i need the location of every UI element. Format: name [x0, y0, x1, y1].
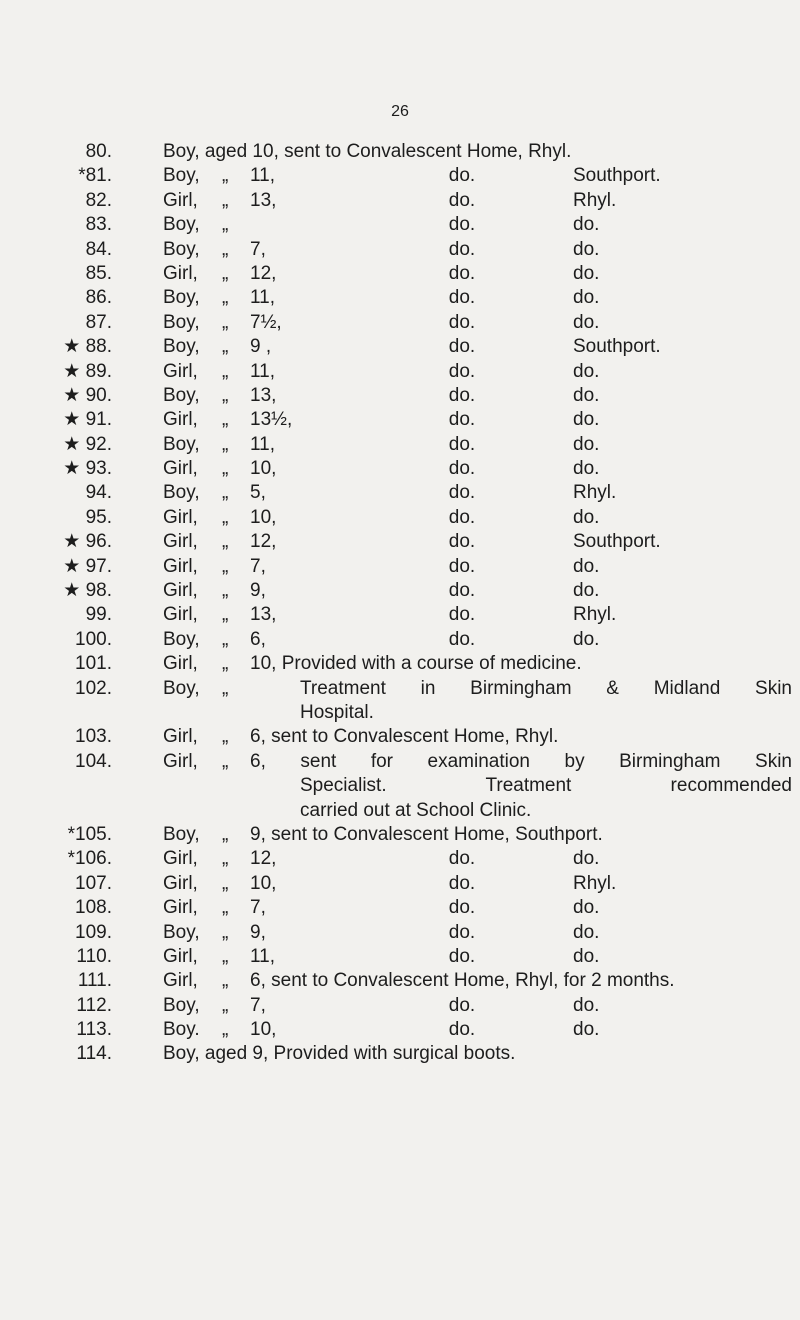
- record-sex: Boy,: [163, 384, 200, 406]
- record-sex: Boy,: [163, 921, 200, 943]
- record-age: 7½,: [250, 311, 282, 333]
- record-row: [0, 506, 800, 530]
- destination-place: do.: [573, 238, 600, 260]
- ditto-mark: „: [222, 433, 229, 455]
- record-sex: Girl,: [163, 750, 198, 772]
- destination-place: do.: [573, 897, 600, 919]
- record-row: [0, 457, 800, 481]
- record-row: [0, 481, 800, 505]
- record-row: [0, 164, 800, 188]
- ditto-mark: „: [222, 1019, 229, 1041]
- record-sex: Girl,: [163, 945, 198, 967]
- record-row: [0, 433, 800, 457]
- ditto-mark: „: [222, 945, 229, 967]
- ditto-mark: „: [222, 458, 229, 480]
- destination-place: do.: [573, 409, 600, 431]
- record-number: 114.: [76, 1043, 112, 1065]
- ditto-mark: „: [222, 287, 229, 309]
- record-list: [0, 140, 800, 1067]
- destination-ditto: do.: [448, 214, 476, 236]
- record-row: [0, 872, 800, 896]
- ditto-mark: „: [222, 409, 229, 431]
- record-sex: Boy,: [163, 994, 200, 1016]
- record-number: 110.: [76, 945, 112, 967]
- record-age: 13½,: [250, 409, 293, 431]
- destination-ditto: do.: [448, 482, 476, 504]
- record-number: ★ 96.: [63, 531, 112, 553]
- record-age: 6,: [250, 628, 266, 650]
- record-number: 103.: [75, 726, 112, 748]
- destination-ditto: do.: [448, 580, 476, 602]
- record-age: 11,: [250, 945, 276, 967]
- record-age: 12,: [250, 531, 277, 553]
- record-number: ★ 90.: [63, 384, 112, 406]
- destination-place: do.: [573, 580, 600, 602]
- record-number: *81.: [78, 165, 112, 187]
- record-row: [0, 555, 800, 579]
- record-number: 102.: [75, 677, 112, 699]
- record-row: [0, 603, 800, 627]
- record-sex: Girl,: [163, 409, 198, 431]
- record-sex: Boy,: [163, 336, 200, 358]
- record-row: [0, 238, 800, 262]
- destination-place: do.: [573, 214, 600, 236]
- record-row: [0, 408, 800, 432]
- description-line: Specialist. Treatment recommended: [300, 775, 792, 797]
- record-row: [0, 994, 800, 1018]
- record-number: 113.: [76, 1019, 112, 1041]
- record-description: 9, sent to Convalescent Home, Southport.: [250, 823, 603, 845]
- record-sex: Girl,: [163, 726, 198, 748]
- ditto-mark: „: [222, 628, 229, 650]
- record-number: ★ 93.: [63, 458, 112, 480]
- record-age: 13,: [250, 384, 277, 406]
- destination-ditto: do.: [448, 287, 476, 309]
- record-sex: Girl,: [163, 555, 198, 577]
- record-age: 12,: [250, 848, 277, 870]
- destination-place: do.: [573, 506, 600, 528]
- destination-ditto: do.: [448, 262, 476, 284]
- record-text: Boy, aged 9, Provided with surgical boots.: [163, 1043, 516, 1065]
- ditto-mark: „: [222, 336, 229, 358]
- record-number: 104.: [75, 750, 112, 772]
- destination-ditto: do.: [448, 628, 476, 650]
- ditto-mark: „: [222, 823, 229, 845]
- record-description: [300, 677, 792, 726]
- record-age: 11,: [250, 287, 276, 309]
- record-row: [0, 896, 800, 920]
- record-age: 7,: [250, 994, 266, 1016]
- ditto-mark: „: [222, 165, 229, 187]
- record-row: [0, 945, 800, 969]
- description-line: carried out at School Clinic.: [300, 799, 532, 821]
- destination-ditto: do.: [448, 994, 476, 1016]
- record-age: 9,: [250, 580, 266, 602]
- destination-place: Rhyl.: [573, 604, 617, 626]
- record-row: [0, 725, 800, 749]
- record-sex: Girl,: [163, 897, 198, 919]
- record-row: [0, 628, 800, 652]
- record-row: [0, 750, 800, 823]
- ditto-mark: „: [222, 506, 229, 528]
- record-row: [0, 335, 800, 359]
- record-age: 9 ,: [250, 336, 272, 358]
- destination-ditto: do.: [448, 872, 476, 894]
- record-sex: Boy.: [163, 1019, 200, 1041]
- record-sex: Boy,: [163, 628, 200, 650]
- record-sex: Boy,: [163, 311, 200, 333]
- record-number: 86.: [85, 287, 112, 309]
- record-age: 9,: [250, 921, 266, 943]
- record-row: [0, 823, 800, 847]
- destination-place: Southport.: [573, 531, 661, 553]
- destination-place: do.: [573, 433, 600, 455]
- record-sex: Boy,: [163, 238, 200, 260]
- record-age: 7,: [250, 238, 266, 260]
- destination-ditto: do.: [448, 189, 476, 211]
- record-row: [0, 311, 800, 335]
- ditto-mark: „: [222, 750, 229, 772]
- record-number: ★ 89.: [63, 360, 112, 382]
- ditto-mark: „: [222, 921, 229, 943]
- destination-place: do.: [573, 994, 600, 1016]
- record-sex: Boy,: [163, 823, 200, 845]
- record-age: 10,: [250, 1019, 277, 1041]
- record-number: 107.: [75, 872, 112, 894]
- description-line: Hospital.: [300, 701, 374, 723]
- record-row: [0, 213, 800, 237]
- ditto-mark: „: [222, 384, 229, 406]
- record-sex: Boy,: [163, 287, 200, 309]
- ditto-mark: „: [222, 311, 229, 333]
- record-age: 11,: [250, 165, 276, 187]
- record-sex: Girl,: [163, 531, 198, 553]
- record-row: [0, 1042, 800, 1066]
- destination-ditto: do.: [448, 336, 476, 358]
- record-number: ★ 91.: [63, 409, 112, 431]
- destination-place: Southport.: [573, 165, 661, 187]
- record-description: 6, sent to Convalescent Home, Rhyl, for 2 months.: [250, 970, 675, 992]
- record-row: [0, 286, 800, 310]
- record-description: 10, Provided with a course of medicine.: [250, 653, 582, 675]
- record-number: 108.: [75, 897, 112, 919]
- record-row: [0, 921, 800, 945]
- destination-ditto: do.: [448, 921, 476, 943]
- record-number: 94.: [85, 482, 112, 504]
- record-row: [0, 969, 800, 993]
- ditto-mark: „: [222, 482, 229, 504]
- destination-ditto: do.: [448, 945, 476, 967]
- destination-ditto: do.: [448, 458, 476, 480]
- record-sex: Girl,: [163, 580, 198, 602]
- destination-ditto: do.: [448, 238, 476, 260]
- record-number: 101.: [75, 653, 112, 675]
- record-age: 5,: [250, 482, 266, 504]
- destination-ditto: do.: [448, 384, 476, 406]
- record-row: [0, 140, 800, 164]
- record-age: 10,: [250, 872, 277, 894]
- ditto-mark: „: [222, 214, 229, 236]
- ditto-mark: „: [222, 677, 229, 699]
- description-line: 6, sent for examination by Birmingham Skin: [250, 750, 792, 772]
- ditto-mark: „: [222, 189, 229, 211]
- record-number: 82.: [85, 189, 112, 211]
- ditto-mark: „: [222, 262, 229, 284]
- record-sex: Girl,: [163, 604, 198, 626]
- destination-place: do.: [573, 458, 600, 480]
- destination-ditto: do.: [448, 165, 476, 187]
- destination-ditto: do.: [448, 433, 476, 455]
- record-number: 83.: [85, 214, 112, 236]
- record-number: 100.: [75, 628, 112, 650]
- ditto-mark: „: [222, 897, 229, 919]
- record-number: 80.: [85, 141, 112, 162]
- record-number: 85.: [85, 262, 112, 284]
- record-age: 10,: [250, 458, 277, 480]
- record-row: [0, 360, 800, 384]
- page-number: 26: [391, 103, 409, 120]
- record-age: 11,: [250, 433, 276, 455]
- ditto-mark: „: [222, 848, 229, 870]
- ditto-mark: „: [222, 531, 229, 553]
- record-sex: Boy,: [163, 214, 200, 236]
- destination-place: do.: [573, 628, 600, 650]
- record-age: 11,: [250, 360, 276, 382]
- record-description: [250, 750, 792, 823]
- record-row: [0, 530, 800, 554]
- destination-ditto: do.: [448, 409, 476, 431]
- record-number: 99.: [85, 604, 112, 626]
- record-sex: Boy,: [163, 482, 200, 504]
- record-number: ★ 88.: [63, 336, 112, 358]
- destination-place: do.: [573, 311, 600, 333]
- record-sex: Girl,: [163, 872, 198, 894]
- ditto-mark: „: [222, 580, 229, 602]
- record-sex: Girl,: [163, 458, 198, 480]
- record-sex: Girl,: [163, 653, 198, 675]
- record-row: [0, 652, 800, 676]
- record-row: [0, 579, 800, 603]
- record-number: 109.: [75, 921, 112, 943]
- destination-ditto: do.: [448, 555, 476, 577]
- record-sex: Boy,: [163, 677, 200, 699]
- record-age: 12,: [250, 262, 277, 284]
- record-row: [0, 847, 800, 871]
- record-number: ★ 92.: [63, 433, 112, 455]
- record-age: 13,: [250, 189, 277, 211]
- record-sex: Girl,: [163, 970, 198, 992]
- destination-place: do.: [573, 287, 600, 309]
- record-text: Boy, aged 10, sent to Convalescent Home, Rhyl.: [163, 141, 572, 162]
- ditto-mark: „: [222, 604, 229, 626]
- record-sex: Girl,: [163, 262, 198, 284]
- record-number: ★ 97.: [63, 555, 112, 577]
- destination-place: Rhyl.: [573, 872, 617, 894]
- record-row: [0, 1018, 800, 1042]
- record-age: 13,: [250, 604, 277, 626]
- ditto-mark: „: [222, 555, 229, 577]
- destination-place: do.: [573, 921, 600, 943]
- record-number: 87.: [85, 311, 112, 333]
- record-age: 7,: [250, 555, 266, 577]
- record-row: [0, 189, 800, 213]
- destination-ditto: do.: [448, 848, 476, 870]
- record-age: 10,: [250, 506, 277, 528]
- record-number: 84.: [85, 238, 112, 260]
- ditto-mark: „: [222, 653, 229, 675]
- record-sex: Girl,: [163, 506, 198, 528]
- record-number: 112.: [76, 994, 112, 1016]
- ditto-mark: „: [222, 360, 229, 382]
- destination-place: do.: [573, 384, 600, 406]
- record-sex: Boy,: [163, 433, 200, 455]
- destination-ditto: do.: [448, 604, 476, 626]
- record-number: 95.: [85, 506, 112, 528]
- destination-ditto: do.: [448, 1019, 476, 1041]
- destination-place: do.: [573, 848, 600, 870]
- destination-ditto: do.: [448, 531, 476, 553]
- record-row: [0, 262, 800, 286]
- record-sex: Boy,: [163, 165, 200, 187]
- ditto-mark: „: [222, 994, 229, 1016]
- record-number: ★ 98.: [63, 580, 112, 602]
- destination-ditto: do.: [448, 360, 476, 382]
- ditto-mark: „: [222, 726, 229, 748]
- destination-place: Rhyl.: [573, 482, 617, 504]
- destination-ditto: do.: [448, 311, 476, 333]
- record-number: *106.: [67, 848, 112, 870]
- record-age: 7,: [250, 897, 266, 919]
- record-sex: Girl,: [163, 189, 198, 211]
- destination-place: do.: [573, 360, 600, 382]
- ditto-mark: „: [222, 238, 229, 260]
- description-line: Treatment in Birmingham & Midland Skin: [300, 677, 792, 699]
- record-sex: Girl,: [163, 360, 198, 382]
- ditto-mark: „: [222, 970, 229, 992]
- record-row: [0, 677, 800, 726]
- record-sex: Girl,: [163, 848, 198, 870]
- destination-place: Southport.: [573, 336, 661, 358]
- ditto-mark: „: [222, 872, 229, 894]
- destination-place: Rhyl.: [573, 189, 617, 211]
- destination-place: do.: [573, 262, 600, 284]
- destination-place: do.: [573, 945, 600, 967]
- destination-place: do.: [573, 1019, 600, 1041]
- destination-ditto: do.: [448, 506, 476, 528]
- record-description: 6, sent to Convalescent Home, Rhyl.: [250, 726, 559, 748]
- record-row: [0, 384, 800, 408]
- destination-place: do.: [573, 555, 600, 577]
- record-number: 111.: [77, 970, 112, 992]
- destination-ditto: do.: [448, 897, 476, 919]
- record-number: *105.: [67, 823, 112, 845]
